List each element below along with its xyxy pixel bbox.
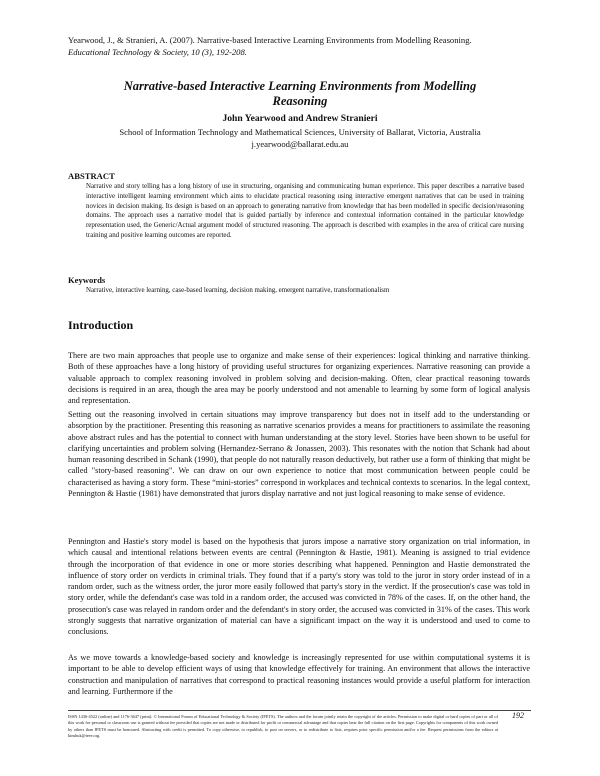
title-line-2: Reasoning bbox=[272, 94, 328, 108]
paper-title bbox=[80, 79, 520, 109]
affiliation-block bbox=[0, 126, 600, 150]
footer-divider bbox=[68, 710, 531, 711]
page-number: 192 bbox=[512, 711, 524, 720]
author-email: j.yearwood@ballarat.edu.au bbox=[251, 139, 349, 149]
abstract-heading: ABSTRACT bbox=[68, 171, 115, 181]
intro-paragraph-1: There are two main approaches that people use to organize and make sense of their experiences: logical thinking and narrative thinking. Both of these approaches have a long history of providing useful structures for organizing experiences. Narrative reasoning can provide a valuable approach to complex reasoning involved in problem solving and decision-making. Often, clear practical reasoning towards decisions is required in an area, though the area may be poorly understood and not amenable to learning by some form of logical analysis and representation. bbox=[68, 351, 530, 406]
authors: John Yearwood and Andrew Stranieri bbox=[222, 113, 378, 124]
introduction-heading: Introduction bbox=[68, 318, 134, 332]
keywords-heading: Keywords bbox=[68, 275, 106, 285]
intro-paragraph-3: Pennington and Hastie's story model is based on the hypothesis that jurors impose a narrative story organization on trial information, in which causal and intentional relations between events are central (Pennington & Hastie, 1981). Meaning is assigned to trial evidence through the incorporation of that evidence in one or more stories describing what happened. Pennington and Hastie demonstrated the influence of story order on verdicts in criminal trials. They found that if a party's story was told to the juror in story order instead of in a random order, such as the witness order, the juror more easily followed that party's story in the verdict. If the prosecution's case was told in story order, while the defendant's case was told in a random order, the accused was convicted in 78% of the cases. If, on the other hand, the prosecution's case was relayed in random order and the defendant's in story order, the accused was convicted in 31% of the cases. This work strongly suggests that narrative organization of material can have a significant impact on the way it is understood and used to come to conclusions. bbox=[68, 537, 530, 637]
journal-line: Educational Technology & Society, 10 (3), 192-208. bbox=[68, 47, 247, 57]
intro-paragraph-4: As we move towards a knowledge-based society and knowledge is increasingly represented for use within computational systems it is important to be able to develop efficient ways of using that knowledge effectively for training. An environment that allows the interactive construction and manipulation of narratives that correspond to practical reasoning instances would provide a useful platform for interaction and learning. Furthermore if the bbox=[68, 653, 530, 696]
title-line-1: Narrative-based Interactive Learning Environments from Modelling bbox=[123, 79, 477, 93]
citation-header bbox=[68, 34, 538, 58]
keywords-text: Narrative, interactive learning, case-based learning, decision making, emergent narrative, transformationalism bbox=[86, 287, 390, 294]
copyright-notice: ISSN 1436-4522 (online) and 1176-3647 (print). © International Forum of Educational Technology & Society (IFETS). The authors and the forum jointly retain the copyright of the articles. Permission to make digital or hard copies of part or all of this work for personal or classroom use is granted without fee provided that copies are not made or distributed for profit or commercial advantage and that copies bear the full citation on the first page. Copyrights for components of this work owned by others than IFETS must be honoured. Abstracting with credit is permitted. To copy otherwise, to republish, to post on servers, or to redistribute to lists, requires prior specific permission and/or a fee. Request permissions from the editors at kinshuk@ieee.org. bbox=[68, 714, 498, 738]
citation-line: Yearwood, J., & Stranieri, A. (2007). Narrative-based Interactive Learning Environments from Modelling Reasoning. bbox=[68, 35, 472, 45]
abstract-text: Narrative and story telling has a long history of use in structuring, organising and communicating human experience. This paper describes a narrative based interactive intelligent learning environment which aims to elucidate practical reasoning using interactive emergent narratives that can be used in training novices in decision making. Its design is based on an approach to generating narrative from knowledge that has been modelled in specific decision/reasoning domains. The approach uses a narrative model that is guided partially by inference and contextual information contained in the particular knowledge representation used, the Generic/Actual argument model of structured reasoning. The approach is described with examples in the area of critical care nursing training and positive learning outcomes are reported. bbox=[86, 183, 524, 239]
affiliation: School of Information Technology and Mathematical Sciences, University of Ballarat, Victoria, Australia bbox=[119, 127, 481, 137]
intro-paragraph-2: Setting out the reasoning involved in certain situations may improve transparency but does not in itself add to the understanding or absorption by the practitioner. Presenting this reasoning as narrative scenarios provides a means for practitioners to assimilate the reasoning above abstract rules and has the potential to connect with human understanding at the story level. Stories have been shown to be useful for clarifying uncertainties and problem solving (Hernandez-Serrano & Jonassen, 2003). This resonates with the notion that Schank had about human reasoning described in Schank (1990), that people do not naturally reason deductively, but rather use a form of thinking that might be called "story-based reasoning". We can draw on our own experience to notice that most communication between people could be characterised as having a story form. These “mini-stories” correspond in workplaces and technical contexts to scenarios. In the legal context, Pennington & Hastie (1981) have demonstrated that jurors display narrative and not just logical reasoning to make sense of evidence. bbox=[68, 410, 530, 499]
